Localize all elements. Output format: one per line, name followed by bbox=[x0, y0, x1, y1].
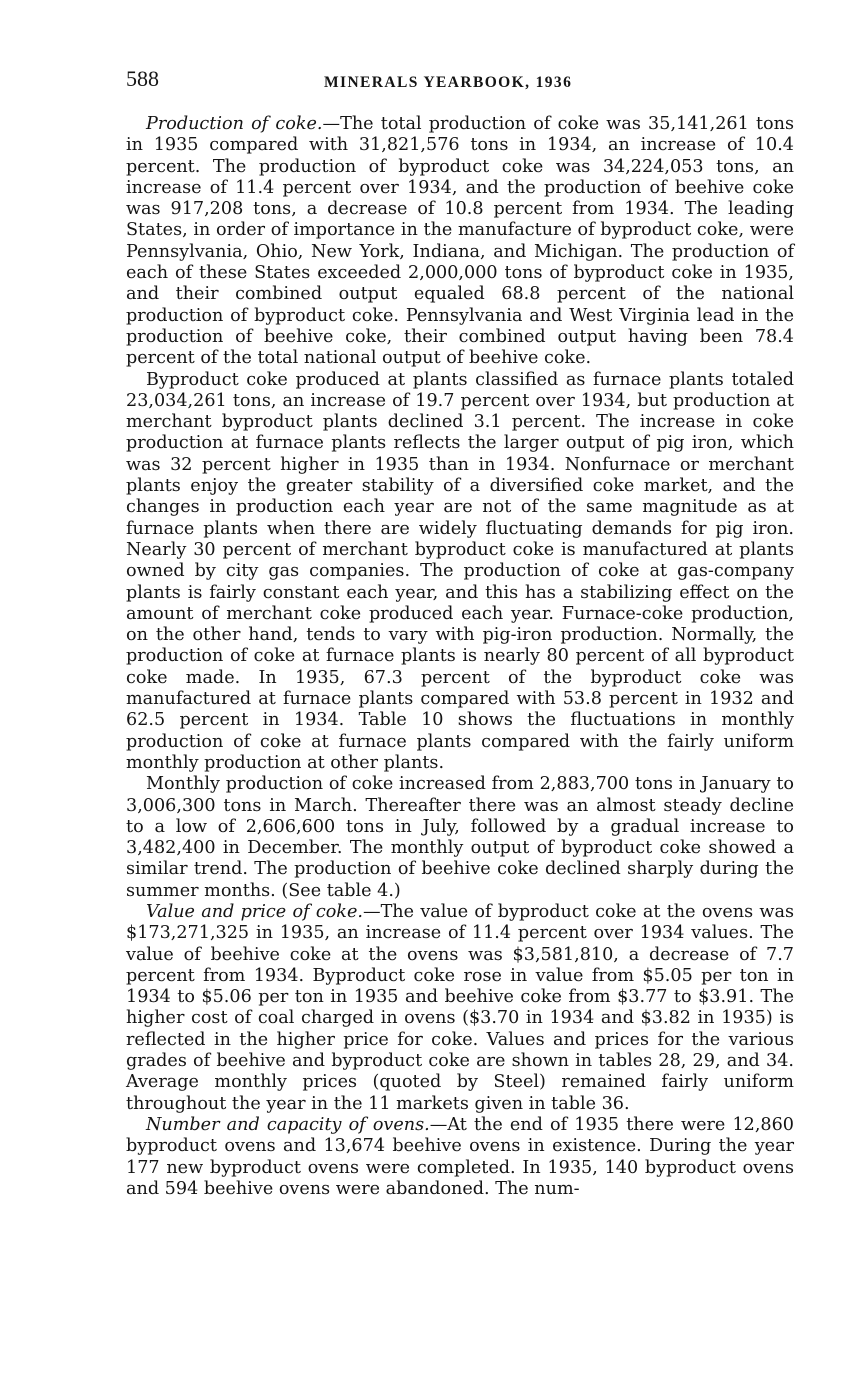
page-number: 588 bbox=[126, 66, 159, 91]
paragraph-heading: Production of coke. bbox=[146, 114, 323, 134]
paragraph-text: —The value of byproduct coke at the ovens was $173,271,325 in 1935, an increase of 11.4 percent over 1934 values. The value of beehive coke at the ovens was $3,581,810, a decrease of 7.7 percent from 1934. Byproduct coke rose in value from $5.05 per ton in 1934 to $5.06 per ton in 1935 and beehive coke from $3.77 to $3.91. The higher cost of coal charged in ovens ($3.70 in 1934 and $3.82 in 1935) is reflected in the higher price for coke. Values and prices for the various grades of beehive and byproduct coke are shown in tables 28, 29, and 34. Average monthly prices (quoted by Steel) remained fairly uniform throughout the year in the 11 markets given in table 36. bbox=[126, 901, 794, 1114]
paragraph-text: —At the end of 1935 there were 12,860 byproduct ovens and 13,674 beehive ovens in existence. During the year 177 new byproduct ovens were completed. In 1935, 140 byproduct ovens and 594 beehive ovens were abandoned. The num- bbox=[126, 1114, 795, 1199]
paragraph-byproduct-furnace-plants bbox=[126, 370, 794, 775]
paragraph-text: Byproduct coke produced at plants classified as furnace plants totaled 23,034,261 tons, an increase of 19.7 percent over 1934, but production at merchant byproduct plants declined 3.1 percent. The increase in coke production at furnace plants reflects the larger output of pig iron, which was 32 percent higher in 1935 than in 1934. Nonfurnace or merchant plants enjoy the greater stability of a diversified coke market, and the changes in production each year are not of the same magnitude as at furnace plants when there are widely fluctuating demands for pig iron. Nearly 30 percent of merchant byproduct coke is manufactured at plants owned by city gas companies. The production of coke at gas-company plants is fairly constant each year, and this has a stabilizing effect on the amount of merchant coke produced each year. Furnace-coke production, on the other hand, tends to vary with pig-iron production. Normally, the production of coke at furnace plants is nearly 80 percent of all byproduct coke made. In 1935, 67.3 percent of the byproduct coke was manufactured at furnace plants compared with 53.8 percent in 1932 and 62.5 percent in 1934. Table 10 shows the fluctuations in monthly production of coke at furnace plants compared with the fairly uniform monthly production at other plants. bbox=[126, 369, 794, 773]
paragraph-heading: Number and capacity of ovens. bbox=[146, 1114, 430, 1135]
paragraph-monthly-production bbox=[126, 774, 794, 902]
page-header bbox=[126, 66, 794, 106]
paragraph-text: —The total production of coke was 35,141,261 tons in 1935 compared with 31,821,576 tons in 1934, an increase of 10.4 percent. The production of byproduct coke was 34,224,053 tons, an increase of 11.4 percent over 1934, and the production of beehive coke was 917,208 tons, a decrease of 10.8 percent from 1934. The leading States, in order of importance in the manufacture of byproduct coke, were Pennsylvania, Ohio, New York, Indiana, and Michigan. The production of each of these States exceeded 2,000,000 tons of byproduct coke in 1935, and their combined output equaled 68.8 percent of the national production of byproduct coke. Pennsylvania and West Virginia lead in the production of beehive coke, their combined output having been 78.4 percent of the total national output of beehive coke. bbox=[126, 114, 795, 369]
body-text bbox=[126, 114, 794, 1200]
paragraph-text: Monthly production of coke increased from 2,883,700 tons in January to 3,006,300 tons in March. Thereafter there was an almost steady decline to a low of 2,606,600 tons in July, followed by a gradual increase to 3,482,400 in December. The monthly output of byproduct coke showed a similar trend. The production of beehive coke declined sharply during the summer months. (See table 4.) bbox=[126, 774, 794, 901]
paragraph-value-and-price bbox=[126, 902, 794, 1115]
paragraph-number-and-capacity bbox=[126, 1115, 794, 1200]
paragraph-production-of-coke bbox=[126, 114, 794, 370]
running-title: MINERALS YEARBOOK, 1936 bbox=[324, 74, 573, 91]
paragraph-heading: Value and price of coke. bbox=[146, 901, 363, 922]
page bbox=[126, 66, 794, 1200]
